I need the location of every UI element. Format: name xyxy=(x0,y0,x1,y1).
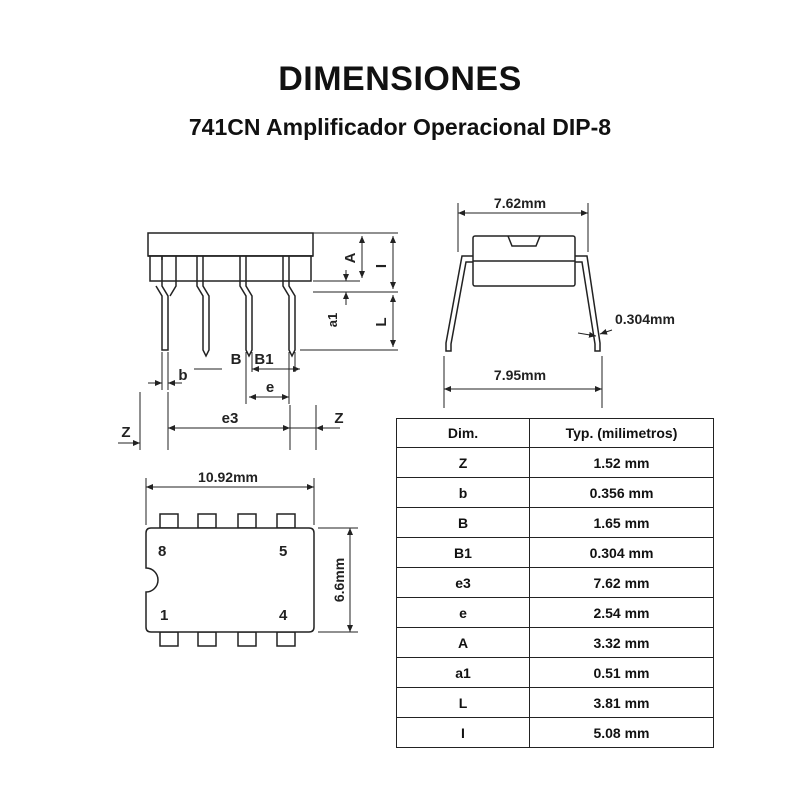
table-row xyxy=(397,448,714,478)
side-view-body xyxy=(148,233,313,256)
label-B: B xyxy=(230,351,242,368)
table-cell-dim: Z xyxy=(397,448,530,478)
label-e3: e3 xyxy=(221,410,239,427)
label-Z-left: Z xyxy=(121,424,131,441)
pin-4-label: 4 xyxy=(279,607,288,624)
table-row xyxy=(397,598,714,628)
table-cell-value: 0.304 mm xyxy=(530,538,714,568)
table-cell-dim: B1 xyxy=(397,538,530,568)
table-cell-value: 0.51 mm xyxy=(530,658,714,688)
table-row xyxy=(397,568,714,598)
end-view-lead xyxy=(575,256,600,351)
top-view-body xyxy=(146,528,314,632)
top-view-pin xyxy=(238,632,256,646)
table-cell-dim: a1 xyxy=(397,658,530,688)
table-row xyxy=(397,718,714,748)
table-row xyxy=(397,658,714,688)
table-cell-value: 1.52 mm xyxy=(530,448,714,478)
top-view-pin xyxy=(160,632,178,646)
table-cell-value: 5.08 mm xyxy=(530,718,714,748)
top-view-length: 10.92mm xyxy=(198,469,258,485)
end-view-lead xyxy=(446,256,473,351)
table-row xyxy=(397,628,714,658)
top-view-width: 6.6mm xyxy=(331,557,347,603)
table-cell-dim: L xyxy=(397,688,530,718)
end-view-lead-thickness: 0.304mm xyxy=(615,311,675,327)
table-row xyxy=(397,508,714,538)
top-view xyxy=(146,514,314,646)
label-B1: B1 xyxy=(254,351,274,368)
table-cell-value: 1.65 mm xyxy=(530,508,714,538)
top-view-pin xyxy=(198,514,216,528)
table-header-typ: Typ. (milimetros) xyxy=(530,419,714,448)
dimensions-table xyxy=(396,418,714,748)
table-cell-value: 2.54 mm xyxy=(530,598,714,628)
top-view-pin xyxy=(160,514,178,528)
page-subtitle: 741CN Amplificador Operacional DIP-8 xyxy=(188,114,612,140)
page-title: DIMENSIONES xyxy=(278,60,522,98)
table-row xyxy=(397,688,714,718)
end-view-top-width: 7.62mm xyxy=(493,195,547,211)
table-cell-dim: b xyxy=(397,478,530,508)
label-a1: a1 xyxy=(325,312,340,328)
label-Z-right: Z xyxy=(334,410,344,427)
end-view-bottom-width: 7.95mm xyxy=(493,367,547,383)
table-cell-dim: e3 xyxy=(397,568,530,598)
top-view-pin xyxy=(277,514,295,528)
top-view-pin xyxy=(198,632,216,646)
table-row xyxy=(397,478,714,508)
table-cell-dim: A xyxy=(397,628,530,658)
table-cell-value: 3.81 mm xyxy=(530,688,714,718)
label-e: e xyxy=(265,379,275,396)
pin-1-label: 1 xyxy=(160,607,169,624)
table-cell-value: 0.356 mm xyxy=(530,478,714,508)
label-A: A xyxy=(342,252,359,264)
table-header-dim: Dim. xyxy=(397,419,530,448)
table-cell-value: 7.62 mm xyxy=(530,568,714,598)
table-cell-value: 3.32 mm xyxy=(530,628,714,658)
pin-8-label: 8 xyxy=(158,543,167,560)
side-view xyxy=(148,233,313,356)
label-I: I xyxy=(373,263,390,269)
end-view-labels xyxy=(494,195,675,383)
label-L: L xyxy=(373,317,390,327)
table-cell-dim: I xyxy=(397,718,530,748)
top-view-pin xyxy=(238,514,256,528)
table-cell-dim: B xyxy=(397,508,530,538)
table-row xyxy=(397,538,714,568)
table-header-row xyxy=(397,419,714,448)
label-b: b xyxy=(178,367,188,384)
top-view-pin xyxy=(277,632,295,646)
pin-5-label: 5 xyxy=(279,543,288,560)
table-cell-dim: e xyxy=(397,598,530,628)
end-view xyxy=(446,236,600,351)
